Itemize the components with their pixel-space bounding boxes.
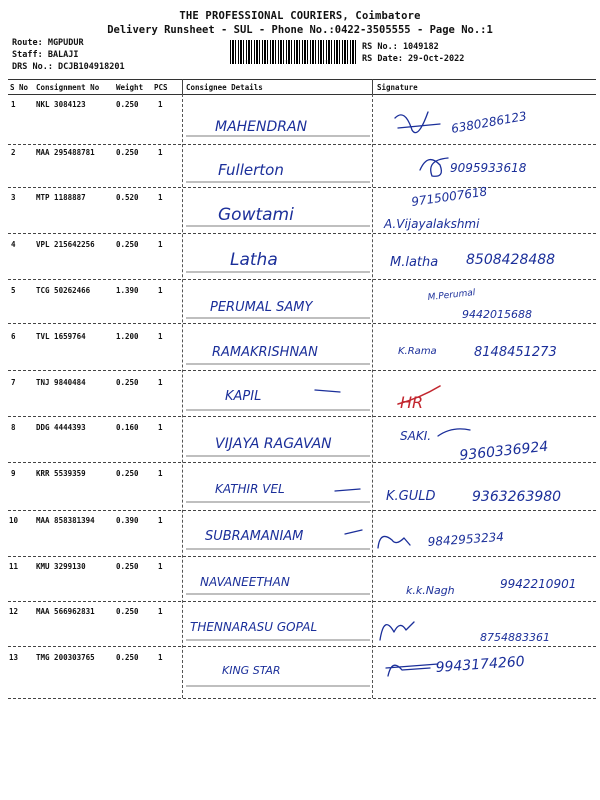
signature-row-5 (427, 288, 532, 321)
row-weight: 0.250 (116, 100, 139, 109)
signature-row-9 (386, 489, 561, 505)
row-consignment: TCG 50262466 (36, 286, 91, 295)
consignee-name: Gowtami (218, 205, 294, 225)
consignee-name: THENNARASU GOPAL (190, 620, 318, 634)
row-consignment: TMG 200303765 (36, 653, 95, 662)
row-pcs: 1 (158, 100, 163, 109)
row-pcs: 1 (158, 148, 163, 157)
row-sno: 5 (11, 286, 16, 295)
row-weight: 0.250 (116, 562, 139, 571)
consignee-name: KING STAR (222, 664, 281, 677)
row-sno: 10 (9, 516, 19, 525)
consignee-name: RAMAKRISHNAN (212, 345, 318, 360)
consignee-name: VIJAYA RAGAVAN (215, 436, 332, 452)
row-weight: 0.250 (116, 607, 139, 616)
row-consignment: TVL 1659764 (36, 332, 86, 341)
phone-number: 8148451273 (474, 345, 557, 360)
document-title: THE PROFESSIONAL COURIERS, Coimbatore (179, 10, 421, 22)
rs-date: RS Date: 29-Oct-2022 (362, 54, 465, 64)
row-consignment: KRR 5539359 (36, 469, 86, 478)
row-sno: 2 (11, 148, 16, 157)
row-pcs: 1 (158, 240, 163, 249)
row-consignment: VPL 215642256 (36, 240, 95, 249)
row-consignment: MAA 858381394 (36, 516, 95, 525)
row-consignment: MAA 566962831 (36, 607, 95, 616)
handwritten-name: K.GULD (386, 489, 436, 504)
row-consignment: MAA 295488781 (36, 148, 95, 157)
consignee-name: Latha (230, 250, 278, 270)
red-initials: HR (400, 393, 424, 412)
drs-number: DRS No.: DCJB104918201 (12, 62, 125, 72)
route-label: Route: MGPUDUR (12, 38, 84, 48)
row-sno: 8 (11, 423, 16, 432)
row-sno: 6 (11, 332, 16, 341)
row-pcs: 1 (158, 653, 163, 662)
signature-row-1 (395, 109, 528, 136)
row-weight: 0.250 (116, 378, 139, 387)
consignee-name: Fullerton (218, 161, 284, 179)
consignee-name: PERUMAL SAMY (210, 300, 313, 315)
col-header-consignment: Consignment No (36, 83, 100, 92)
row-pcs: 1 (158, 516, 163, 525)
row-weight: 0.250 (116, 469, 139, 478)
row-sno: 12 (9, 607, 19, 616)
handwritten-name: M.latha (390, 255, 439, 270)
row-pcs: 1 (158, 607, 163, 616)
row-weight: 0.250 (116, 240, 139, 249)
row-pcs: 1 (158, 286, 163, 295)
row-sno: 7 (11, 378, 16, 387)
signature-row-8 (400, 429, 549, 464)
row-consignment: KMU 3299130 (36, 562, 86, 571)
phone-number: 9715007618 (410, 184, 489, 209)
signature-row-4 (390, 252, 555, 270)
handwritten-name: A.Vijayalakshmi (384, 217, 480, 231)
phone-number: 9363263980 (472, 489, 562, 505)
consignee-name: MAHENDRAN (215, 119, 308, 135)
phone-number: 8754883361 (480, 631, 550, 644)
row-pcs: 1 (158, 332, 163, 341)
row-weight: 1.390 (116, 286, 139, 295)
phone-number: 9842953234 (427, 529, 505, 549)
row-weight: 0.160 (116, 423, 139, 432)
row-consignment: TNJ 9840484 (36, 378, 86, 387)
handwritten-name: M.Perumal (427, 288, 476, 303)
row-weight: 1.200 (116, 332, 139, 341)
row-pcs: 1 (158, 423, 163, 432)
signature-row-10 (378, 530, 504, 549)
row-pcs: 1 (158, 378, 163, 387)
row-sno: 9 (11, 469, 16, 478)
consignee-name: KAPIL (225, 389, 262, 404)
phone-number: 9095933618 (450, 161, 527, 175)
row-consignment: NKL 3084123 (36, 100, 86, 109)
row-consignment: MTP 1188887 (36, 193, 86, 202)
document-subtitle: Delivery Runsheet - SUL - Phone No.:0422-3505555 - Page No.:1 (107, 24, 493, 36)
col-header-sno: S No (10, 83, 29, 92)
handwritten-name: SAKI. (400, 429, 432, 443)
signature-row-12 (380, 622, 550, 644)
consignee-name: NAVANEETHAN (200, 575, 290, 589)
row-weight: 0.250 (116, 653, 139, 662)
row-weight: 0.520 (116, 193, 139, 202)
col-header-pcs: PCS (154, 83, 168, 92)
signature-row-11 (406, 577, 576, 597)
rs-number: RS No.: 1049182 (362, 42, 439, 52)
handwritten-name: K.Rama (398, 346, 437, 357)
phone-number: 9943174260 (435, 653, 526, 676)
row-pcs: 1 (158, 562, 163, 571)
row-pcs: 1 (158, 469, 163, 478)
handwritten-name: k.k.Nagh (406, 584, 455, 597)
consignee-name: KATHIR VEL (215, 482, 285, 496)
consignee-name: SUBRAMANIAM (205, 529, 304, 544)
row-sno: 1 (11, 100, 16, 109)
row-consignment: DDG 4444393 (36, 423, 86, 432)
phone-number: 9360336924 (458, 438, 550, 464)
pen-strokes (315, 390, 362, 534)
row-sno: 3 (11, 193, 16, 202)
signature-row-2 (420, 158, 527, 176)
col-header-consignee: Consignee Details (186, 83, 263, 92)
row-pcs: 1 (158, 193, 163, 202)
col-header-signature: Signature (377, 83, 418, 92)
phone-number: 9442015688 (462, 308, 532, 321)
row-sno: 11 (9, 562, 19, 571)
col-header-weight: Weight (116, 83, 144, 92)
signature-row-6 (398, 345, 557, 360)
phone-number: 8508428488 (466, 252, 556, 268)
row-weight: 0.250 (116, 148, 139, 157)
row-weight: 0.390 (116, 516, 139, 525)
row-sno: 13 (9, 653, 19, 662)
phone-number: 9942210901 (500, 577, 577, 591)
row-sno: 4 (11, 240, 16, 249)
signature-row-7 (398, 386, 440, 412)
phone-number: 6380286123 (450, 108, 528, 136)
staff-label: Staff: BALAJI (12, 50, 79, 60)
signature-row-13 (386, 654, 525, 676)
signature-row-3 (383, 184, 488, 231)
